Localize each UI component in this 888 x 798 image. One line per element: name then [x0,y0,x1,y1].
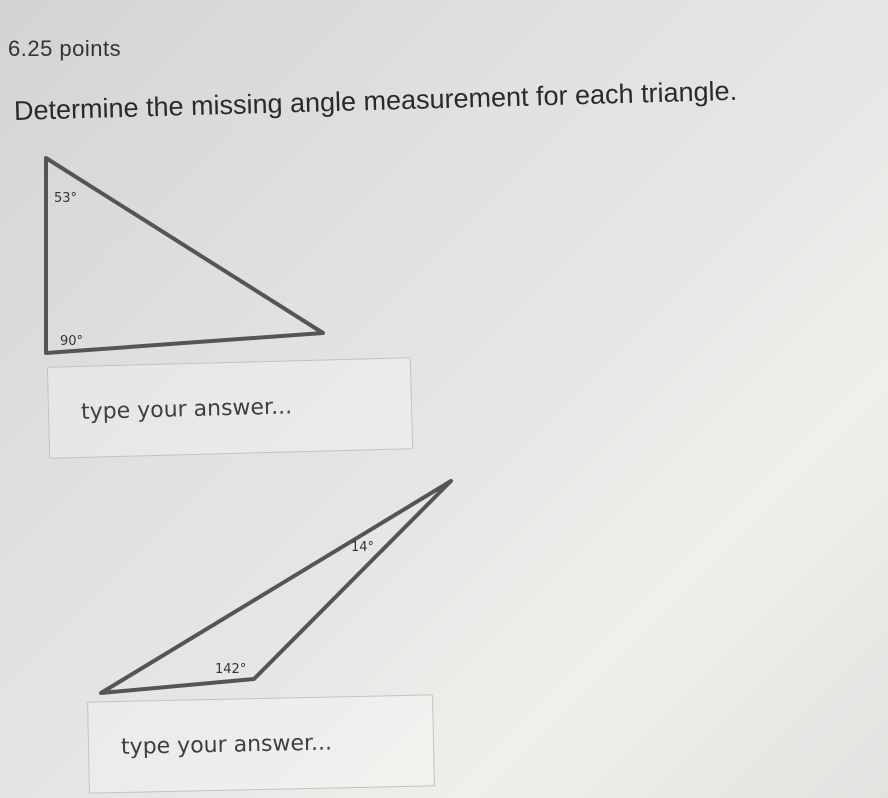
triangle-1-figure [40,150,340,360]
answer-input-2[interactable] [119,727,433,761]
answer-input-1[interactable] [79,390,412,426]
points-label: 6.25 points [8,36,122,61]
answer-input-box-1[interactable] [47,357,413,458]
triangle-1-angle-right: 90° [60,334,84,349]
triangle-1-angle-top: 53° [54,191,78,206]
triangle-2-figure [95,475,455,700]
answer-input-box-2[interactable] [87,694,435,793]
triangle-1 [40,150,340,360]
question-prompt: Determine the missing angle measurement for each triangle. [13,75,738,126]
triangle-2-angle-bottom: 142° [215,662,247,677]
triangle-2 [95,475,455,700]
triangle-2-angle-top: 14° [351,540,375,555]
